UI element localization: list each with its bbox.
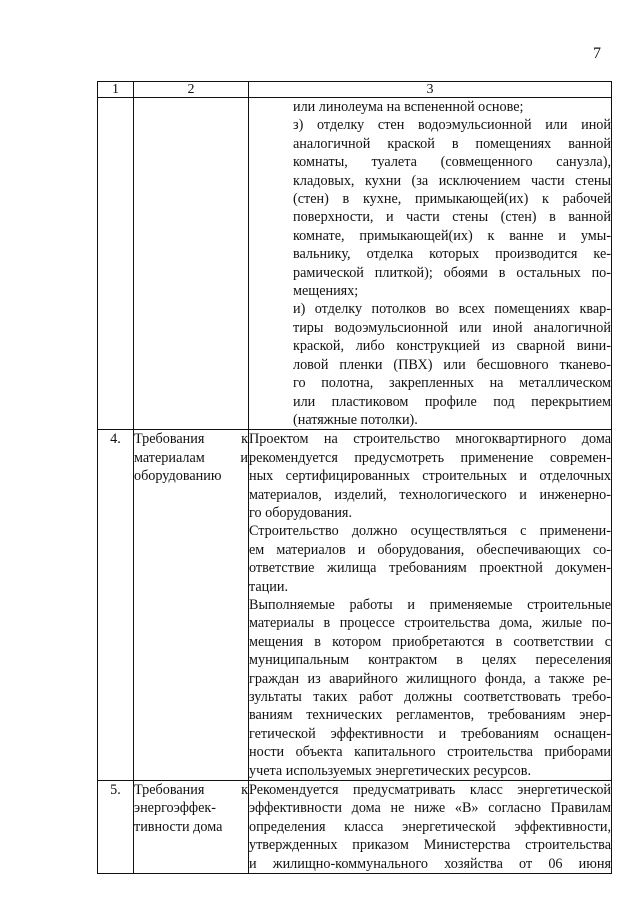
row-number: 5.	[98, 781, 134, 874]
table-row	[98, 98, 612, 430]
text-line: з) отделку стен водоэмульсионной или иной	[293, 117, 611, 134]
text-line: ответствие жилища требованиям проектной докумен-	[249, 560, 611, 577]
text-line: Рекомендуется предусматривать класс энергетической	[249, 782, 611, 799]
text-line: эффективности дома не ниже «В» согласно Правилам	[249, 800, 611, 817]
text-line: утвержденных приказом Министерства строительства	[249, 837, 611, 854]
text-line: (стен) в кухне, примыкающей(их) к рабочей	[293, 191, 611, 208]
text-line: или пластиковом профиле под перекрытием	[293, 393, 611, 410]
header-cell-3: 3	[249, 82, 612, 98]
label-line: оборудованию	[134, 468, 222, 485]
text-line: рамической плиткой); обоями в остальных по-	[293, 264, 611, 281]
text-line: зультаты таких работ должны соответствовать требо-	[249, 689, 611, 705]
text-line: ваниям технических регламентов, требованиям энер-	[249, 707, 611, 724]
label-line: материалам и	[134, 449, 248, 466]
text-line: поверхности, и части стены (стен) в ванной	[293, 209, 611, 226]
table-header-row	[98, 82, 612, 98]
requirement-label	[134, 98, 249, 430]
text-line: гетической эффективности и требованиям оснащен-	[249, 725, 611, 742]
requirement-text	[249, 781, 612, 874]
requirement-label	[134, 430, 249, 781]
label-line: тивности дома	[134, 818, 223, 835]
text-line: и жилищно-коммунального хозяйства от 06 июня	[249, 855, 611, 872]
text-line: го полотна, закрепленных на металлическом	[293, 375, 611, 392]
requirement-text	[249, 430, 612, 781]
text-line: учета используемых энергетических ресурсов.	[249, 762, 532, 779]
text-line: и) отделку потолков во всех помещениях квар-	[293, 301, 611, 318]
text-line: аналогичной краской в помещениях ванной	[293, 135, 611, 152]
text-line: краской, либо конструкцией из сварной вини-	[293, 338, 611, 355]
row-number	[98, 98, 134, 430]
text-line: кладовых, кухни (за исключением части стены	[293, 172, 611, 189]
requirements-table	[97, 81, 612, 874]
text-line: Выполняемые работы и применяемые строительные	[249, 596, 611, 613]
text-line: ных сертифицированных строительных и отделочных	[249, 468, 611, 485]
header-cell-2: 2	[134, 82, 249, 98]
text-line: комнате, примыкающей(их) к ванне и умы-	[293, 227, 611, 244]
text-line: Строительство должно осуществляться с применени-	[249, 523, 611, 540]
page-number: 7	[593, 45, 601, 62]
text-line: тации.	[249, 578, 288, 595]
text-line: мещениях;	[293, 283, 359, 300]
text-line: ем материалов и оборудования, обеспечивающих со-	[249, 541, 611, 558]
label-line: энергоэффек-	[134, 800, 217, 817]
header-cell-1: 1	[98, 82, 134, 98]
text-line: или линолеума на вспененной основе;	[293, 99, 524, 115]
text-line: рекомендуется предусмотреть применение современ-	[249, 449, 611, 466]
text-line: муниципальным контрактом в целях переселения	[249, 652, 611, 669]
text-line: материалов, изделий, технологического и инженерно-	[249, 486, 611, 503]
table-row	[98, 781, 612, 874]
text-line: го оборудования.	[249, 504, 352, 521]
text-line: комнаты, туалета (совмещенного санузла),	[293, 154, 611, 171]
requirement-label	[134, 781, 249, 874]
text-line: мещения в котором приобретаются в соответствии с	[249, 633, 611, 650]
text-line: Проектом на строительство многоквартирного дома	[249, 431, 611, 448]
text-line: материалы в процессе строительства дома, жилые по-	[249, 615, 611, 632]
label-line: Требования к	[134, 782, 248, 799]
label-line: Требования к	[134, 431, 248, 448]
text-line: (натяжные потолки).	[293, 411, 418, 428]
text-line: тиры водоэмульсионной или иной аналогичной	[293, 319, 611, 336]
text-line: граждан из аварийного жилищного фонда, а также ре-	[249, 670, 611, 687]
text-line: вальнику, отделка которых производится ке-	[293, 246, 611, 263]
text-line: ловой пленки (ПВХ) или бесшовного тканево-	[293, 356, 611, 373]
requirement-text	[249, 98, 612, 430]
text-line: определения класса энергетической эффективности,	[249, 818, 611, 835]
table-row	[98, 430, 612, 781]
row-number: 4.	[98, 430, 134, 781]
text-line: ности объекта капитального строительства приборами	[249, 744, 611, 761]
